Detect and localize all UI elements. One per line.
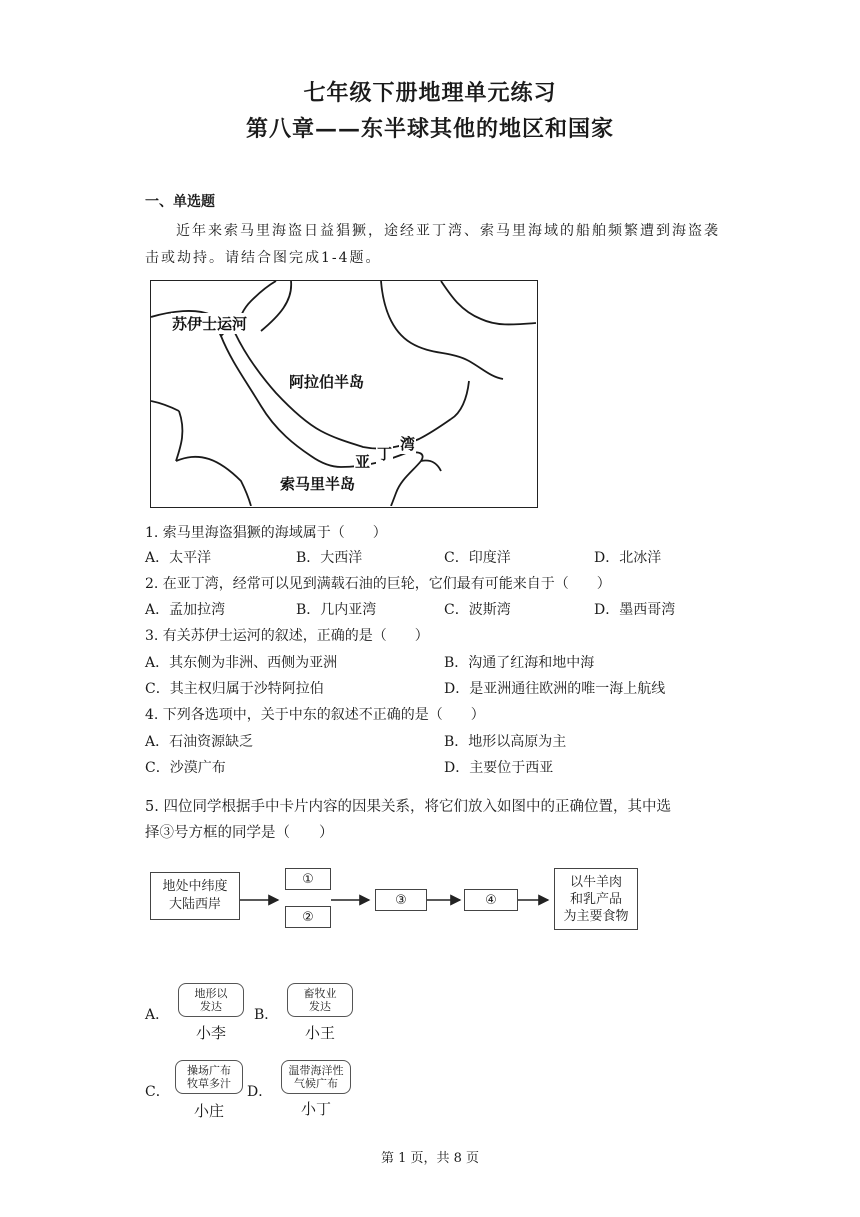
flow-box-4: ④	[464, 889, 518, 911]
q3-option-a[interactable]: A．其东侧为非洲、西侧为亚洲	[145, 655, 338, 671]
map-label-aden-3: 湾	[400, 435, 416, 453]
map-label-suez-canal: 苏伊士运河	[172, 315, 248, 333]
q3-option-d[interactable]: D．是亚洲通往欧洲的唯一海上航线	[444, 681, 666, 697]
question-3: 3. 有关苏伊士运河的叙述，正确的是（ ）	[145, 628, 429, 644]
question-1: 1. 索马里海盗猖獗的海域属于（ ）	[145, 525, 387, 541]
q4-option-d[interactable]: D．主要位于西亚	[444, 760, 554, 776]
flow-end-line-3: 为主要食物	[563, 908, 629, 924]
q5-option-d-name: 小丁	[300, 1100, 331, 1118]
map-label-somali-peninsula: 索马里半岛	[280, 475, 356, 493]
q5-option-c-card-line-1: 操场广布	[187, 1064, 231, 1077]
q5-option-b-letter[interactable]: B．	[254, 1007, 279, 1023]
q5-option-c-name: 小庄	[193, 1102, 224, 1120]
q1-option-a[interactable]: A．太平洋	[145, 550, 212, 566]
q5-option-d-card-line-1: 温带海洋性	[288, 1064, 344, 1077]
q2-option-a[interactable]: A．孟加拉湾	[145, 602, 226, 618]
q3-option-c[interactable]: C．其主权归属于沙特阿拉伯	[145, 681, 324, 697]
map-figure	[150, 280, 538, 508]
flow-box-2: ②	[285, 906, 331, 928]
page-title: 七年级下册地理单元练习	[303, 80, 557, 106]
q1-option-c[interactable]: C．印度洋	[444, 550, 511, 566]
q4-option-b[interactable]: B．地形以高原为主	[444, 734, 567, 750]
q2-option-b[interactable]: B．几内亚湾	[296, 602, 377, 618]
q5-option-a-card-line-2: 发达	[200, 1000, 222, 1013]
q5-option-c-card-line-2: 牧草多汁	[187, 1077, 231, 1090]
flow-box-1: ①	[285, 868, 331, 890]
q5-option-a-letter[interactable]: A．	[145, 1007, 170, 1023]
flow-start-box	[150, 872, 240, 920]
q4-option-a[interactable]: A．石油资源缺乏	[145, 734, 254, 750]
q5-option-b-card[interactable]	[287, 983, 353, 1017]
page-subtitle: 第八章——东半球其他的地区和国家	[245, 116, 614, 142]
page-footer: 第 1 页，共 8 页	[380, 1151, 480, 1166]
flow-diagram	[145, 860, 645, 940]
question-2: 2. 在亚丁湾，经常可以见到满载石油的巨轮，它们最有可能来自于（ ）	[145, 576, 611, 592]
q2-option-c[interactable]: C．波斯湾	[444, 602, 511, 618]
flow-start-line-2: 大陆西岸	[168, 897, 221, 912]
q1-option-d[interactable]: D．北冰洋	[594, 550, 662, 566]
q2-option-d[interactable]: D．墨西哥湾	[594, 602, 676, 618]
q5-option-d-card[interactable]	[281, 1060, 351, 1094]
flow-end-line-2: 和乳产品	[569, 891, 622, 907]
flow-end-line-1: 以牛羊肉	[569, 874, 622, 890]
q5-option-d-card-line-2: 气候广布	[294, 1077, 338, 1090]
question-5-line-1: 5. 四位同学根据手中卡片内容的因果关系，将它们放入如图中的正确位置，其中选	[145, 799, 671, 815]
question-4: 4. 下列各选项中，关于中东的叙述不正确的是（ ）	[145, 707, 485, 723]
q5-option-b-name: 小王	[304, 1024, 335, 1042]
q1-option-b[interactable]: B．大西洋	[296, 550, 363, 566]
q5-option-a-card[interactable]	[178, 983, 244, 1017]
flow-box-3: ③	[375, 889, 427, 911]
intro-line-1: 近年来索马里海盗日益猖獗，途经亚丁湾、索马里海域的船舶频繁遭到海盗袭	[176, 223, 720, 239]
q5-option-a-card-line-1: 地形以	[194, 987, 228, 1000]
intro-line-2: 击或劫持。请结合图完成1-4题。	[145, 250, 382, 266]
question-5-line-2: 择③号方框的同学是（ ）	[145, 825, 334, 841]
q5-option-c-card[interactable]	[175, 1060, 243, 1094]
q5-option-b-card-line-1: 畜牧业	[303, 987, 337, 1000]
map-label-arabian-peninsula: 阿拉伯半岛	[289, 373, 365, 391]
q5-option-a-name: 小李	[195, 1024, 226, 1042]
q4-option-c[interactable]: C．沙漠广布	[145, 760, 226, 776]
flow-end-box	[554, 868, 638, 930]
q5-option-c-letter[interactable]: C．	[145, 1084, 170, 1100]
map-label-aden-2: 丁	[377, 445, 393, 463]
q5-option-d-letter[interactable]: D．	[247, 1084, 273, 1100]
q5-option-b-card-line-2: 发达	[309, 1000, 331, 1013]
map-label-aden-1: 亚	[355, 453, 371, 471]
q3-option-b[interactable]: B．沟通了红海和地中海	[444, 655, 595, 671]
section-heading: 一、单选题	[145, 194, 215, 210]
flow-start-line-1: 地处中纬度	[162, 879, 228, 894]
